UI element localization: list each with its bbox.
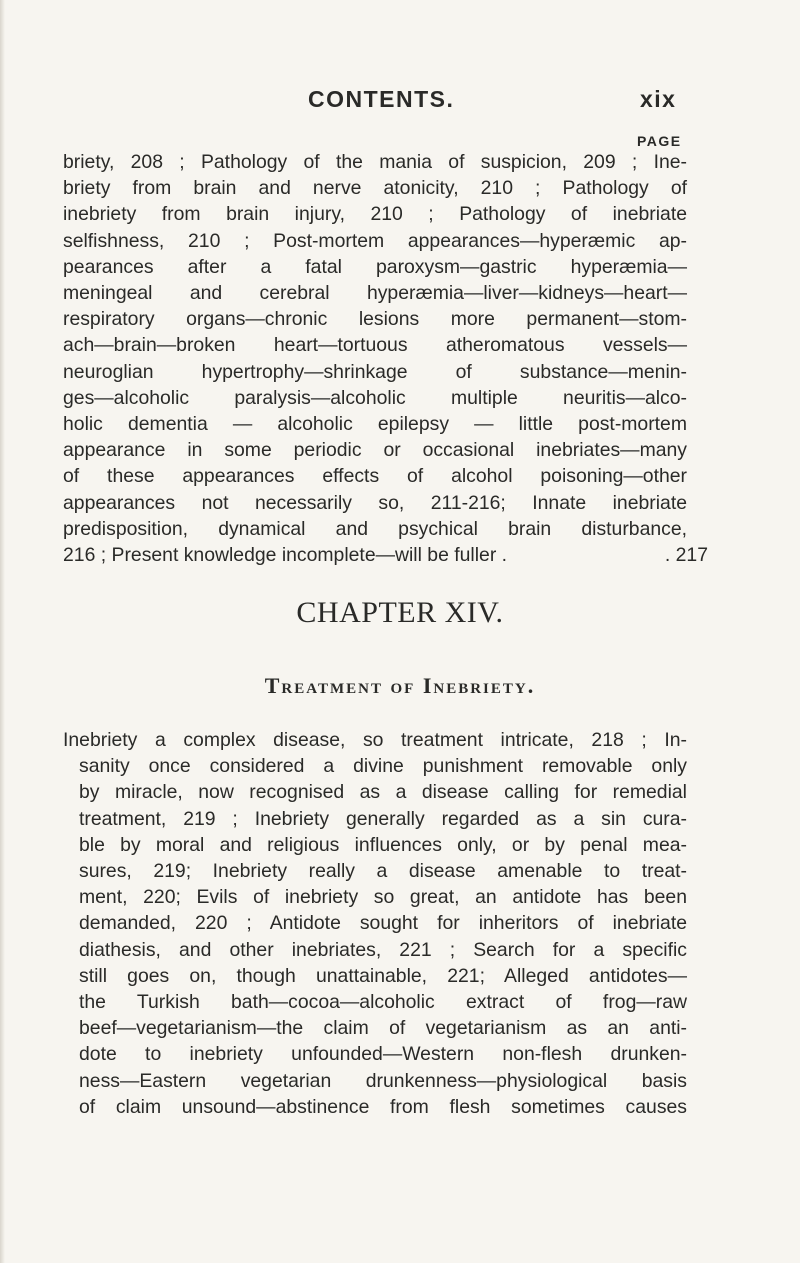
toc-line: appearance in some periodic or occasional inebriates—many <box>63 439 687 462</box>
body-line: demanded, 220 ; Antidote sought for inheritors of inebriate <box>79 912 687 935</box>
toc-line: predisposition, dynamical and psychical brain disturbance, <box>63 517 687 540</box>
toc-last-line <box>63 542 708 568</box>
chapter-heading: CHAPTER XIV. <box>296 596 504 629</box>
page-column-label: PAGE <box>637 133 682 149</box>
chapter-title: Treatment of Inebriety. <box>264 673 536 698</box>
toc-line: appearances not necessarily so, 211-216; Innate inebriate <box>63 491 687 514</box>
body-line: by miracle, now recognised as a disease calling for remedial <box>79 781 687 804</box>
toc-line: briety, 208 ; Pathology of the mania of suspicion, 209 ; Ine- <box>63 151 687 173</box>
body-line: ness—Eastern vegetarian drunkenness—physiological basis <box>79 1069 687 1092</box>
toc-line: briety from brain and nerve atonicity, 210 ; Pathology of <box>63 177 687 200</box>
page-scan-edge <box>0 0 5 1263</box>
toc-line: inebriety from brain injury, 210 ; Pathology of inebriate <box>63 203 687 226</box>
body-line: ble by moral and religious influences only, or by penal mea- <box>79 833 687 856</box>
body-line: ment, 220; Evils of inebriety so great, an antidote has been <box>79 886 687 909</box>
toc-entry-chapter-xiii <box>63 149 708 568</box>
toc-line: pearances after a fatal paroxysm—gastric hyperæmia— <box>63 255 687 278</box>
page-number: xix <box>640 86 677 112</box>
body-line: dote to inebriety unfounded—Western non-flesh drunken- <box>79 1043 687 1066</box>
toc-line: meningeal and cerebral hyperæmia—liver—kidneys—heart— <box>63 282 687 305</box>
toc-line: ges—alcoholic paralysis—alcoholic multiple neuritis—alco- <box>63 386 687 409</box>
toc-line: respiratory organs—chronic lesions more permanent—stom- <box>63 308 687 331</box>
body-line: of claim unsound—abstinence from flesh sometimes causes <box>79 1095 687 1118</box>
body-line: still goes on, though unattainable, 221; Alleged antidotes— <box>79 964 687 987</box>
toc-page-reference: . 217 <box>664 544 708 567</box>
toc-line: selfishness, 210 ; Post-mortem appearances—hyperæmic ap- <box>63 229 687 252</box>
toc-last-line-text: 216 ; Present knowledge incomplete—will be fuller . <box>63 544 508 567</box>
toc-entry-chapter-xiv <box>63 727 687 1120</box>
body-line: diathesis, and other inebriates, 221 ; Search for a specific <box>79 938 687 961</box>
page-header <box>0 86 800 116</box>
toc-line: of these appearances effects of alcohol poisoning—other <box>63 465 687 488</box>
body-line: the Turkish bath—cocoa—alcoholic extract of frog—raw <box>79 991 687 1014</box>
body-line: sures, 219; Inebriety really a disease amenable to treat- <box>79 860 687 883</box>
body-line: beef—vegetarianism—the claim of vegetarianism as an anti- <box>79 1017 687 1040</box>
running-title: CONTENTS. <box>308 86 455 112</box>
body-line: treatment, 219 ; Inebriety generally regarded as a sin cura- <box>79 807 687 830</box>
body-line: Inebriety a complex disease, so treatment intricate, 218 ; In- <box>63 729 687 751</box>
toc-line: ach—brain—broken heart—tortuous atheromatous vessels— <box>63 334 687 357</box>
body-line: sanity once considered a divine punishment removable only <box>79 755 687 778</box>
toc-line: neuroglian hypertrophy—shrinkage of substance—menin- <box>63 360 687 383</box>
toc-line: holic dementia — alcoholic epilepsy — little post-mortem <box>63 413 687 436</box>
